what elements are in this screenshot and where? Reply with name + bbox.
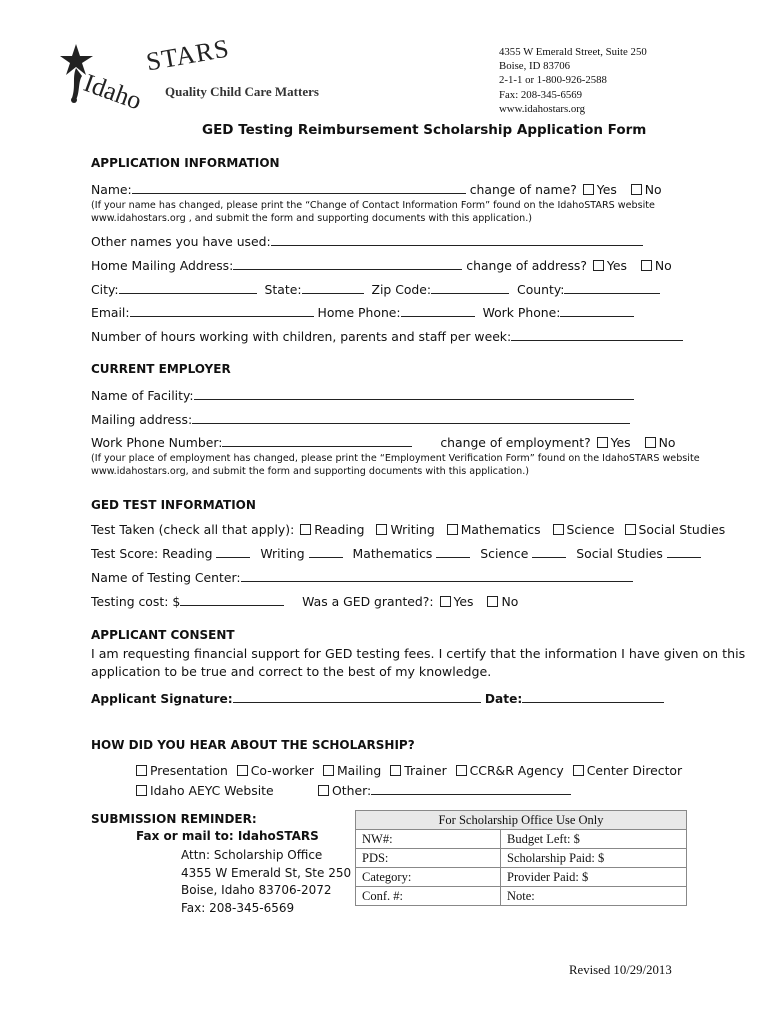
trainer-label: Trainer [404,763,447,778]
mailing-address-row [91,412,630,427]
office-provider-paid-cell[interactable]: Provider Paid: $ [501,868,687,887]
signature-input[interactable] [233,691,481,703]
employer-phone-input[interactable] [222,435,412,447]
idaho-aeyc-website-label: Idaho AEYC Website [150,783,274,798]
yes-label: Yes [606,258,627,273]
address-city: Boise, ID 83706 [499,60,571,73]
office-scholarship-paid-cell[interactable]: Scholarship Paid: $ [501,849,687,868]
center-director-checkbox[interactable] [573,765,584,776]
other-names-label: Other names you have used: [91,234,271,249]
other-names-input[interactable] [271,234,643,246]
email-label: Email: [91,305,130,320]
yes-label: Yes [610,435,631,450]
ged-granted-yes-checkbox[interactable] [440,596,451,607]
reading-label: Reading [314,522,365,537]
address-street: 4355 W Emerald Street, Suite 250 [499,46,647,58]
hours-row [91,329,683,344]
table-row [356,830,687,849]
change-name-no-checkbox[interactable] [631,184,642,195]
table-row [356,887,687,906]
work-phone-label: Work Phone: [482,305,561,320]
consent-text-line2: application to be true and correct to the best of my knowledge. [91,663,492,679]
score-math-label: Mathematics [352,546,433,561]
presentation-checkbox[interactable] [136,765,147,776]
county-label: County: [517,282,565,297]
submission-fax-mail: Fax or mail to: IdahoSTARS [136,829,319,843]
change-address-no-checkbox[interactable] [641,260,652,271]
testing-cost-input[interactable] [180,594,284,606]
home-address-input[interactable] [233,258,462,270]
change-employment-yes-checkbox[interactable] [597,437,608,448]
table-row [356,868,687,887]
form-title: GED Testing Reimbursement Scholarship Application Form [202,122,647,138]
city-row [91,282,660,297]
state-input[interactable] [302,282,364,294]
logo-brand-idaho: Idaho [80,68,146,116]
revised-date: Revised 10/29/2013 [569,963,672,977]
score-science-label: Science [480,546,529,561]
other-input[interactable] [371,783,571,795]
testing-center-label: Name of Testing Center: [91,570,241,585]
testing-center-input[interactable] [241,570,633,582]
score-reading-input[interactable] [216,546,250,558]
ccrr-agency-checkbox[interactable] [456,765,467,776]
contact-row [91,305,634,320]
submission-fax: Fax: 208-345-6569 [181,900,295,915]
date-label: Date: [484,692,523,706]
employer-note-line1: (If your place of employment has changed, please print the “Employment Verification Form” found on the IdahoSTARS website [91,453,700,464]
social-studies-label: Social Studies [638,522,726,537]
name-note-line2: www.idahostars.org , and submit the form and supporting documents with this application.) [91,213,533,224]
facility-label: Name of Facility: [91,388,194,403]
table-row [356,849,687,868]
name-note-line1: (If your name has changed, please print the “Change of Contact Information Form” found on the IdahoSTARS website [91,200,655,211]
employment-change-note [91,452,700,478]
office-budget-left-cell[interactable]: Budget Left: $ [501,830,687,849]
mailing-label: Mailing [336,763,382,778]
work-phone-input[interactable] [560,305,634,317]
zip-input[interactable] [431,282,509,294]
score-math-input[interactable] [436,546,470,558]
signature-row [91,691,664,706]
no-label: No [658,435,676,450]
submission-city: Boise, Idaho 83706-2072 [181,883,332,897]
test-taken-label: Test Taken (check all that apply): [91,522,295,537]
consent-text [91,645,745,680]
other-checkbox[interactable] [318,785,329,796]
office-category-cell[interactable]: Category: [356,868,501,887]
address-website[interactable]: www.idahostars.org [499,102,586,115]
office-use-table [355,810,687,906]
facility-row [91,388,634,403]
trainer-checkbox[interactable] [390,765,401,776]
employer-phone-row [91,435,675,450]
home-address-label: Home Mailing Address: [91,258,234,273]
logo-brand-stars: STARS [144,33,232,77]
section-heading-submission-reminder: SUBMISSION REMINDER: [91,812,257,826]
ccrr-agency-label: CCR&R Agency [469,763,564,778]
score-science-input[interactable] [532,546,566,558]
hear-options-row2 [134,783,274,798]
submission-mailing-address [181,847,351,917]
employer-phone-label: Work Phone Number: [91,435,223,450]
testing-center-row [91,570,633,585]
city-label: City: [91,282,119,297]
submission-attn: Attn: Scholarship Office [181,848,323,862]
name-input[interactable] [132,182,466,194]
mathematics-checkbox[interactable] [447,524,458,535]
mailing-checkbox[interactable] [323,765,334,776]
section-heading-applicant-consent: APPLICANT CONSENT [91,628,235,642]
state-label: State: [264,282,302,297]
office-table-header: For Scholarship Office Use Only [356,811,687,830]
change-employment-label: change of employment? [440,435,591,450]
home-phone-input[interactable] [401,305,475,317]
office-pds-cell[interactable]: PDS: [356,849,501,868]
address-phone: 2-1-1 or 1-800-926-2588 [499,74,607,87]
no-label: No [501,594,519,609]
name-change-note [91,199,655,225]
hear-options-row1 [134,763,682,778]
science-checkbox[interactable] [553,524,564,535]
score-social-label: Social Studies [576,546,663,561]
change-employment-no-checkbox[interactable] [645,437,656,448]
section-heading-ged-info: GED TEST INFORMATION [91,498,256,512]
writing-label: Writing [390,522,435,537]
logo [60,33,340,116]
score-writing-label: Writing [260,546,305,561]
idaho-aeyc-website-checkbox[interactable] [136,785,147,796]
score-social-input[interactable] [667,546,701,558]
zip-label: Zip Code: [371,282,432,297]
home-address-row [91,258,672,273]
county-input[interactable] [564,282,660,294]
address-fax: Fax: 208-345-6569 [499,88,583,101]
signature-label: Applicant Signature: [91,692,233,706]
section-heading-application-info: APPLICATION INFORMATION [91,156,280,170]
yes-label: Yes [453,594,474,609]
office-table-header-row [356,811,687,830]
change-address-label: change of address? [466,258,587,273]
section-heading-current-employer: CURRENT EMPLOYER [91,362,231,376]
presentation-label: Presentation [150,763,228,778]
mailing-address-label: Mailing address: [91,412,193,427]
contact-address-block [499,45,647,116]
mathematics-label: Mathematics [460,522,541,537]
name-label: Name: [91,182,132,197]
submission-street: 4355 W Emerald St, Ste 250 [181,865,352,880]
test-taken-row [91,522,725,537]
reading-checkbox[interactable] [300,524,311,535]
name-row [91,182,662,197]
consent-text-line1: I am requesting financial support for GED testing fees. I certify that the information I have given on this [91,646,746,661]
writing-checkbox[interactable] [376,524,387,535]
date-input[interactable] [522,691,664,703]
hear-other-row [316,783,571,798]
employer-note-line2: www.idahostars.org, and submit the form and supporting documents with this application.) [91,466,529,477]
yes-label: Yes [596,182,617,197]
score-reading-label: Test Score: Reading [91,546,213,561]
ged-granted-no-checkbox[interactable] [487,596,498,607]
center-director-label: Center Director [586,763,683,778]
change-name-label: change of name? [469,182,577,197]
no-label: No [644,182,662,197]
science-label: Science [566,522,615,537]
other-names-row [91,234,643,249]
mailing-address-input[interactable] [192,412,630,424]
coworker-label: Co-worker [250,763,314,778]
score-writing-input[interactable] [309,546,343,558]
hours-input[interactable] [511,329,683,341]
testing-cost-label: Testing cost: $ [91,594,181,609]
office-conf-cell[interactable]: Conf. #: [356,887,501,906]
test-score-row [91,546,701,561]
office-nw-cell[interactable]: NW#: [356,830,501,849]
change-address-yes-checkbox[interactable] [593,260,604,271]
social-studies-checkbox[interactable] [625,524,636,535]
coworker-checkbox[interactable] [237,765,248,776]
facility-input[interactable] [194,388,634,400]
other-label: Other: [332,783,372,798]
email-input[interactable] [130,305,314,317]
city-input[interactable] [119,282,257,294]
ged-granted-label: Was a GED granted?: [302,594,434,609]
home-phone-label: Home Phone: [317,305,401,320]
section-heading-how-did-you-hear: HOW DID YOU HEAR ABOUT THE SCHOLARSHIP? [91,738,415,752]
office-note-cell[interactable]: Note: [501,887,687,906]
change-name-yes-checkbox[interactable] [583,184,594,195]
testing-cost-row [91,594,518,609]
hours-label: Number of hours working with children, parents and staff per week: [91,329,512,344]
no-label: No [654,258,672,273]
logo-tagline: Quality Child Care Matters [165,84,319,99]
